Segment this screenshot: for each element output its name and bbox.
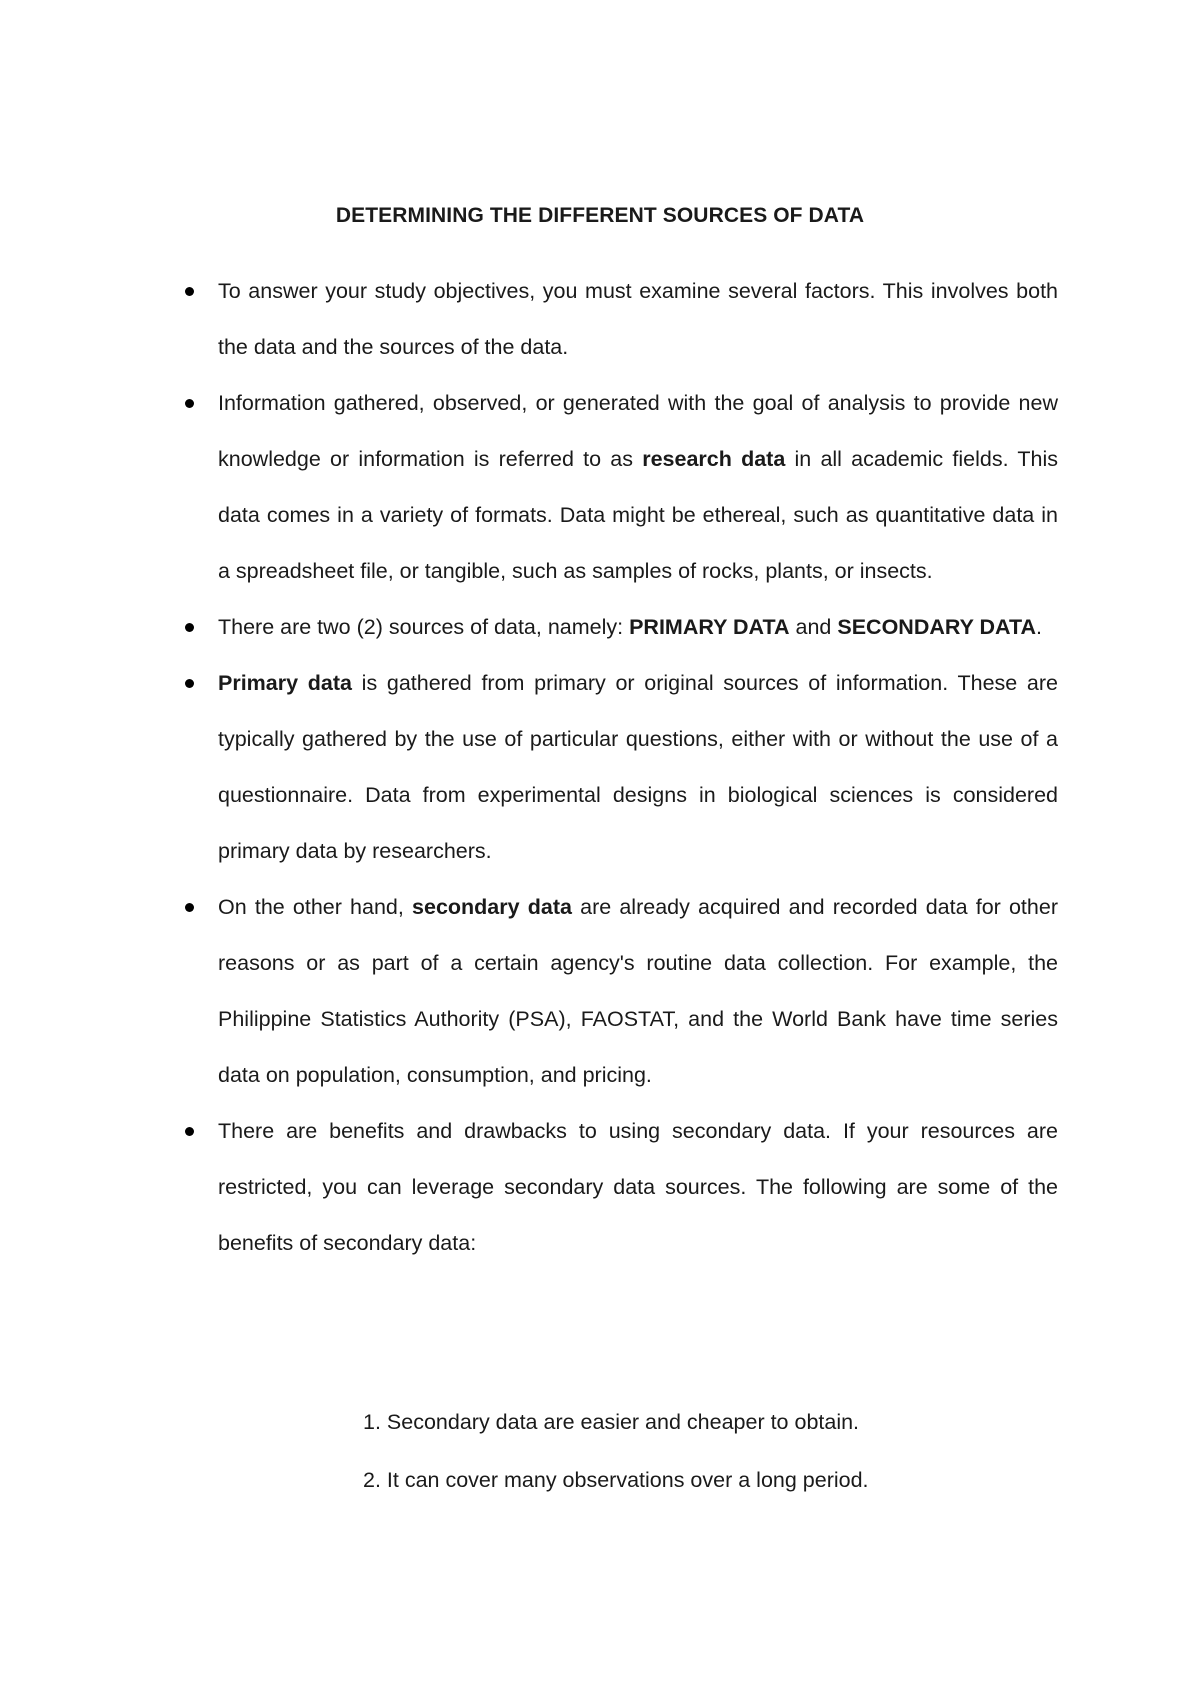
bullet-bold-term: SECONDARY DATA bbox=[837, 615, 1037, 639]
bullet-text: are already acquired and recorded data for other reasons or as part of a certain agency's routine data collection. For example, the Philippine Statistics Authority (PSA), FAOSTAT, and the World Bank have time series data on population, consumption, and pricing. bbox=[218, 895, 1058, 1087]
bullet-item bbox=[218, 1103, 1058, 1271]
bullet-item bbox=[218, 263, 1058, 375]
bullet-bold-term: Primary data bbox=[218, 671, 352, 695]
numbered-item: 1. Secondary data are easier and cheaper to obtain. bbox=[363, 1410, 860, 1434]
bullet-item bbox=[218, 655, 1058, 879]
bullet-icon bbox=[185, 399, 194, 408]
bullet-bold-term: research data bbox=[642, 447, 786, 471]
bullet-text: There are benefits and drawbacks to using secondary data. If your resources are restricted, you can leverage secondary data sources. The following are some of the benefits of secondary data: bbox=[218, 1119, 1058, 1255]
bullet-text: . bbox=[1036, 615, 1043, 639]
bullet-icon bbox=[185, 679, 194, 688]
bullet-icon bbox=[185, 623, 194, 632]
bullet-item bbox=[218, 879, 1058, 1103]
bullet-bold-term: PRIMARY DATA bbox=[629, 615, 790, 639]
bullet-text: and bbox=[789, 615, 838, 639]
bullet-text: There are two (2) sources of data, namely: bbox=[218, 615, 630, 639]
bullet-icon bbox=[185, 903, 194, 912]
bullet-icon bbox=[185, 1127, 194, 1136]
numbered-list bbox=[363, 1393, 869, 1509]
document-title: DETERMINING THE DIFFERENT SOURCES OF DATA bbox=[335, 204, 865, 227]
bullet-bold-term: secondary data bbox=[412, 895, 572, 919]
bullet-text: Information gathered, observed, or generated with the goal of analysis to provide new knowledge or information is referred to as bbox=[218, 391, 1058, 471]
bullet-item bbox=[218, 375, 1058, 599]
bullet-text: On the other hand, bbox=[218, 895, 413, 919]
bullet-text: To answer your study objectives, you must examine several factors. This involves both the data and the sources of the data. bbox=[218, 279, 1058, 359]
bullet-text: in all academic fields. This data comes in a variety of formats. Data might be ethereal, such as quantitative data in a spreadsheet file, or tangible, such as samples of rocks, plants, or insects. bbox=[218, 447, 1058, 583]
numbered-item: 2. It can cover many observations over a long period. bbox=[363, 1468, 869, 1492]
bullet-list bbox=[218, 263, 1058, 1271]
bullet-icon bbox=[185, 287, 194, 296]
bullet-item bbox=[218, 599, 1058, 655]
bullet-text: is gathered from primary or original sources of information. These are typically gathered by the use of particular questions, either with or without the use of a questionnaire. Data from experimental designs in biological sciences is considered primary data by researchers. bbox=[218, 671, 1059, 863]
